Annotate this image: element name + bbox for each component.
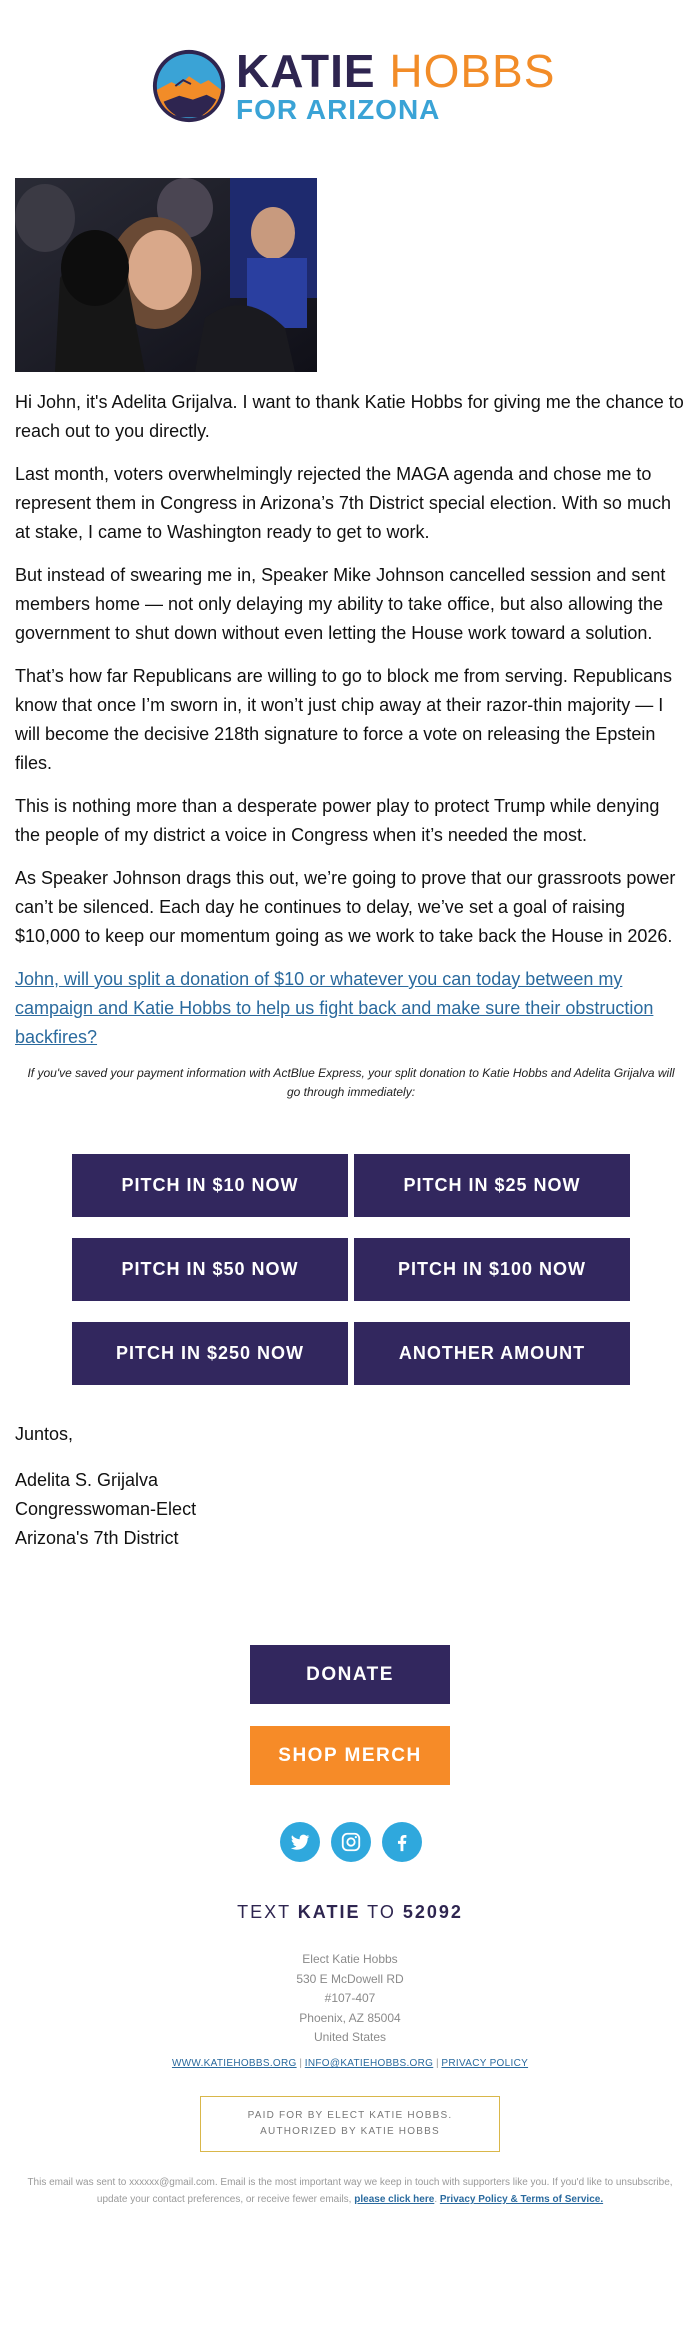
unsubscribe-link[interactable]: please click here [354,2194,435,2205]
sms-prefix: TEXT [237,1902,291,1922]
logo-tagline: FOR ARIZONA [236,94,441,125]
pitch-50-button[interactable]: PITCH IN $50 NOW [72,1238,348,1301]
signature-block [15,1420,196,1553]
hero-photo [15,178,317,372]
sms-keyword: KATIE [297,1902,361,1922]
website-link[interactable]: WWW.KATIEHOBBS.ORG [171,2058,297,2069]
sms-number: 52092 [402,1902,463,1922]
footer-links [0,2058,700,2069]
twitter-icon[interactable] [280,1822,320,1862]
email-link[interactable]: INFO@KATIEHOBBS.ORG [304,2058,434,2069]
pitch-250-button[interactable]: PITCH IN $250 NOW [72,1322,348,1385]
address-line: United States [313,2030,387,2044]
disclaimer-text: This email was sent to xxxxxx@gmail.com. Email is the most important way we keep in touch with supporters like you. If you'd like to unsubscribe, update your contact preferences, or receive fewer emails, [27,2177,673,2205]
logo-hobbs-text: HOBBS [389,45,556,97]
signature-district: Arizona's 7th District [15,1528,179,1548]
another-amount-button[interactable]: ANOTHER AMOUNT [354,1322,630,1385]
signature-closing: Juntos, [15,1424,74,1444]
link-separator: | [299,2058,302,2069]
body-paragraph: This is nothing more than a desperate power play to protect Trump while denying the people of my district a voice in Congress when it’s needed the most. [15,796,660,845]
body-paragraph: Last month, voters overwhelmingly rejected the MAGA agenda and chose me to represent them in Congress in Arizona’s 7th District special election. With so much at stake, I came to Washington ready to get to work. [15,464,671,542]
body-paragraph: But instead of swearing me in, Speaker Mike Johnson cancelled session and sent members home — not only delaying my ability to take office, but also allowing the government to shut down without even letting the House work toward a solution. [15,565,666,643]
hug-photo-image [15,178,317,372]
pitch-25-button[interactable]: PITCH IN $25 NOW [354,1154,630,1217]
actblue-express-note: If you've saved your payment information with ActBlue Express, your split donation to Katie Hobbs and Adelita Grijalva will go through immediately: [27,1066,675,1099]
body-paragraph: That’s how far Republicans are willing to go to block me from serving. Republicans know that once I’m sworn in, it won’t just chip away at their razor-thin majority — I will become the decisive 218th signature to force a vote on releasing the Epstein files. [15,666,672,773]
signature-name: Adelita S. Grijalva [15,1470,159,1490]
arizona-landscape-logo-icon [150,47,228,125]
privacy-terms-link[interactable]: Privacy Policy & Terms of Service. [439,2194,604,2205]
shop-merch-button[interactable]: SHOP MERCH [250,1726,450,1785]
address-line: #107-407 [324,1991,376,2005]
link-separator: | [436,2058,439,2069]
address-line: Elect Katie Hobbs [302,1952,398,1966]
email-body [15,388,687,1102]
body-paragraph: Hi John, it's Adelita Grijalva. I want to thank Katie Hobbs for giving me the chance to reach out to you directly. [15,392,684,441]
sms-to: TO [367,1902,396,1922]
mailing-address [0,1950,700,2048]
pitch-100-button[interactable]: PITCH IN $100 NOW [354,1238,630,1301]
social-links [280,1822,422,1862]
paid-for-line: PAID FOR BY ELECT KATIE HOBBS. [247,2110,453,2121]
logo-katie-text: KATIE [236,45,376,97]
paid-for-disclaimer [200,2096,500,2152]
campaign-logo [150,45,560,127]
sms-signup-line [0,1902,700,1923]
body-paragraph: As Speaker Johnson drags this out, we’re going to prove that our grassroots power can’t be silenced. Each day he continues to delay, we’ve set a goal of raising $10,000 to keep our momentum going as we work to take back the House in 2026. [15,868,676,946]
pitch-10-button[interactable]: PITCH IN $10 NOW [72,1154,348,1217]
address-line: 530 E McDowell RD [296,1971,404,1986]
donation-ask-link[interactable]: John, will you split a donation of $10 or whatever you can today between my campaign and Katie Hobbs to help us fight back and make sure their obstruction backfires? [15,969,654,1047]
instagram-icon[interactable] [331,1822,371,1862]
privacy-policy-link[interactable]: PRIVACY POLICY [441,2058,529,2069]
email-disclaimer: This email was sent to xxxxxx@gmail.com. Email is the most important way we keep in touch with supporters like you. If you'd like to unsubscribe, update your contact preferences, or receive fewer emails, please click here. Privacy Policy & Terms of Service. [27,2177,673,2205]
donate-button[interactable]: DONATE [250,1645,450,1704]
donation-button-grid [72,1154,630,1385]
signature-title: Congresswoman-Elect [15,1499,197,1519]
authorized-by-line: AUTHORIZED BY KATIE HOBBS [260,2126,440,2137]
facebook-icon[interactable] [382,1822,422,1862]
address-line: Phoenix, AZ 85004 [299,2010,401,2025]
